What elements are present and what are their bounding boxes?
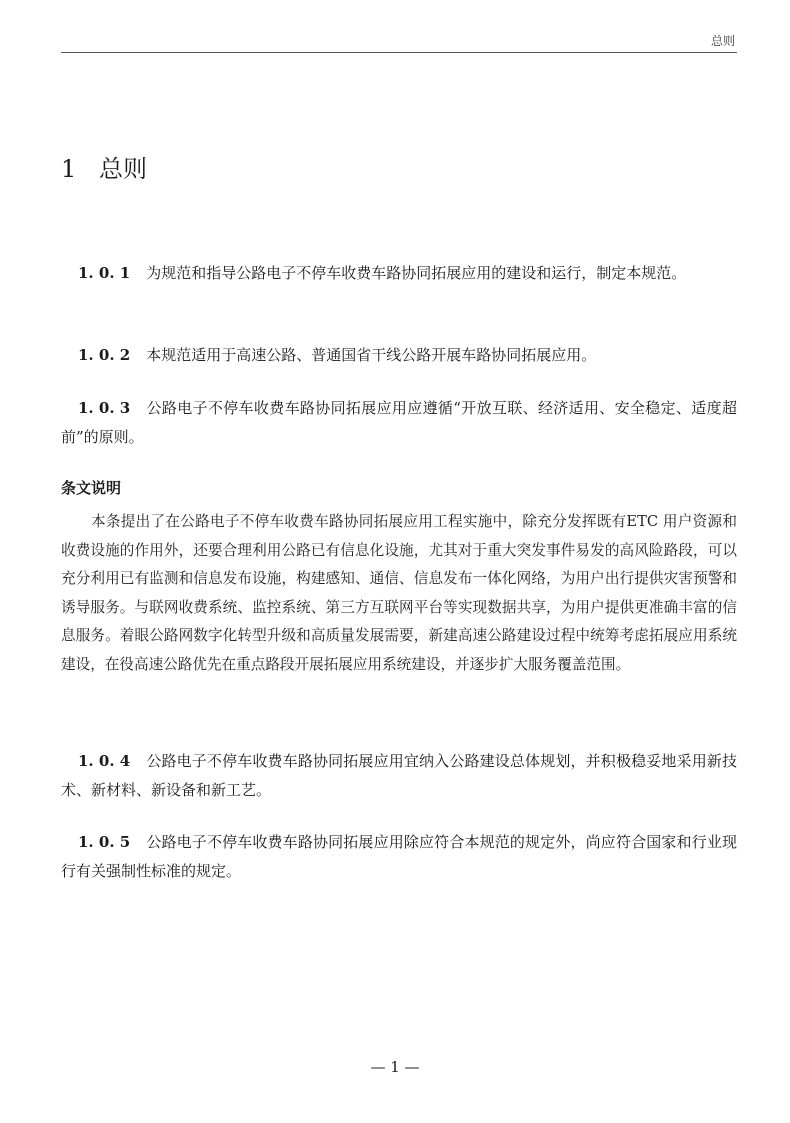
clause-number: 1. 0. 2 bbox=[78, 346, 131, 364]
explanation-heading: 条文说明 bbox=[61, 479, 122, 497]
clause-text: 本规范适用于高速公路、普通国省干线公路开展车路协同拓展应用。 bbox=[146, 346, 597, 364]
clause-number: 1. 0. 4 bbox=[78, 752, 131, 770]
clause-number: 1. 0. 1 bbox=[78, 264, 131, 282]
clause-text: 为规范和指导公路电子不停车收费车路协同拓展应用的建设和运行，制定本规范。 bbox=[146, 264, 687, 282]
chapter-number: 1 bbox=[61, 155, 77, 183]
clause-number: 1. 0. 3 bbox=[78, 399, 131, 417]
chapter-title-text: 总则 bbox=[99, 155, 147, 183]
clause-text: 公路电子不停车收费车路协同拓展应用宜纳入公路建设总体规划，并积极稳妥地采用新技术、新材料、新设备和新工艺。 bbox=[61, 752, 737, 799]
clause-1-0-5 bbox=[61, 828, 737, 886]
running-header bbox=[61, 30, 737, 53]
clause-text: 公路电子不停车收费车路协同拓展应用应遵循“开放互联、经济适用、安全稳定、适度超前”的原则。 bbox=[61, 399, 737, 446]
explanation-body: 本条提出了在公路电子不停车收费车路协同拓展应用工程实施中，除充分发挥既有ETC 用户资源和收费设施的作用外，还要合理利用公路已有信息化设施，尤其对于重大突发事件易发的高风险路段，可以充分利用已有监测和信息发布设施，构建感知、通信、信息发布一体化网络，为用户出行提供灾害预警和诱导服务。与联网收费系统、监控系统、第三方互联网平台等实现数据共享，为用户提供更准确丰富的信息服务。着眼公路网数字化转型升级和高质量发展需要，新建高速公路建设过程中统筹考虑拓展应用系统建设，在役高速公路优先在重点路段开展拓展应用系统建设，并逐步扩大服务覆盖范围。 bbox=[61, 513, 737, 673]
clause-1-0-1 bbox=[61, 259, 737, 288]
clause-1-0-3 bbox=[61, 394, 737, 452]
running-header-title: 总则 bbox=[710, 34, 735, 48]
clause-number: 1. 0. 5 bbox=[78, 833, 131, 851]
page-number: — 1 — bbox=[370, 1058, 420, 1076]
clause-1-0-4 bbox=[61, 747, 737, 805]
clause-text: 公路电子不停车收费车路协同拓展应用除应符合本规范的规定外，尚应符合国家和行业现行有关强制性标准的规定。 bbox=[61, 833, 737, 880]
chapter-title bbox=[61, 152, 147, 186]
clause-1-0-2 bbox=[61, 341, 737, 370]
